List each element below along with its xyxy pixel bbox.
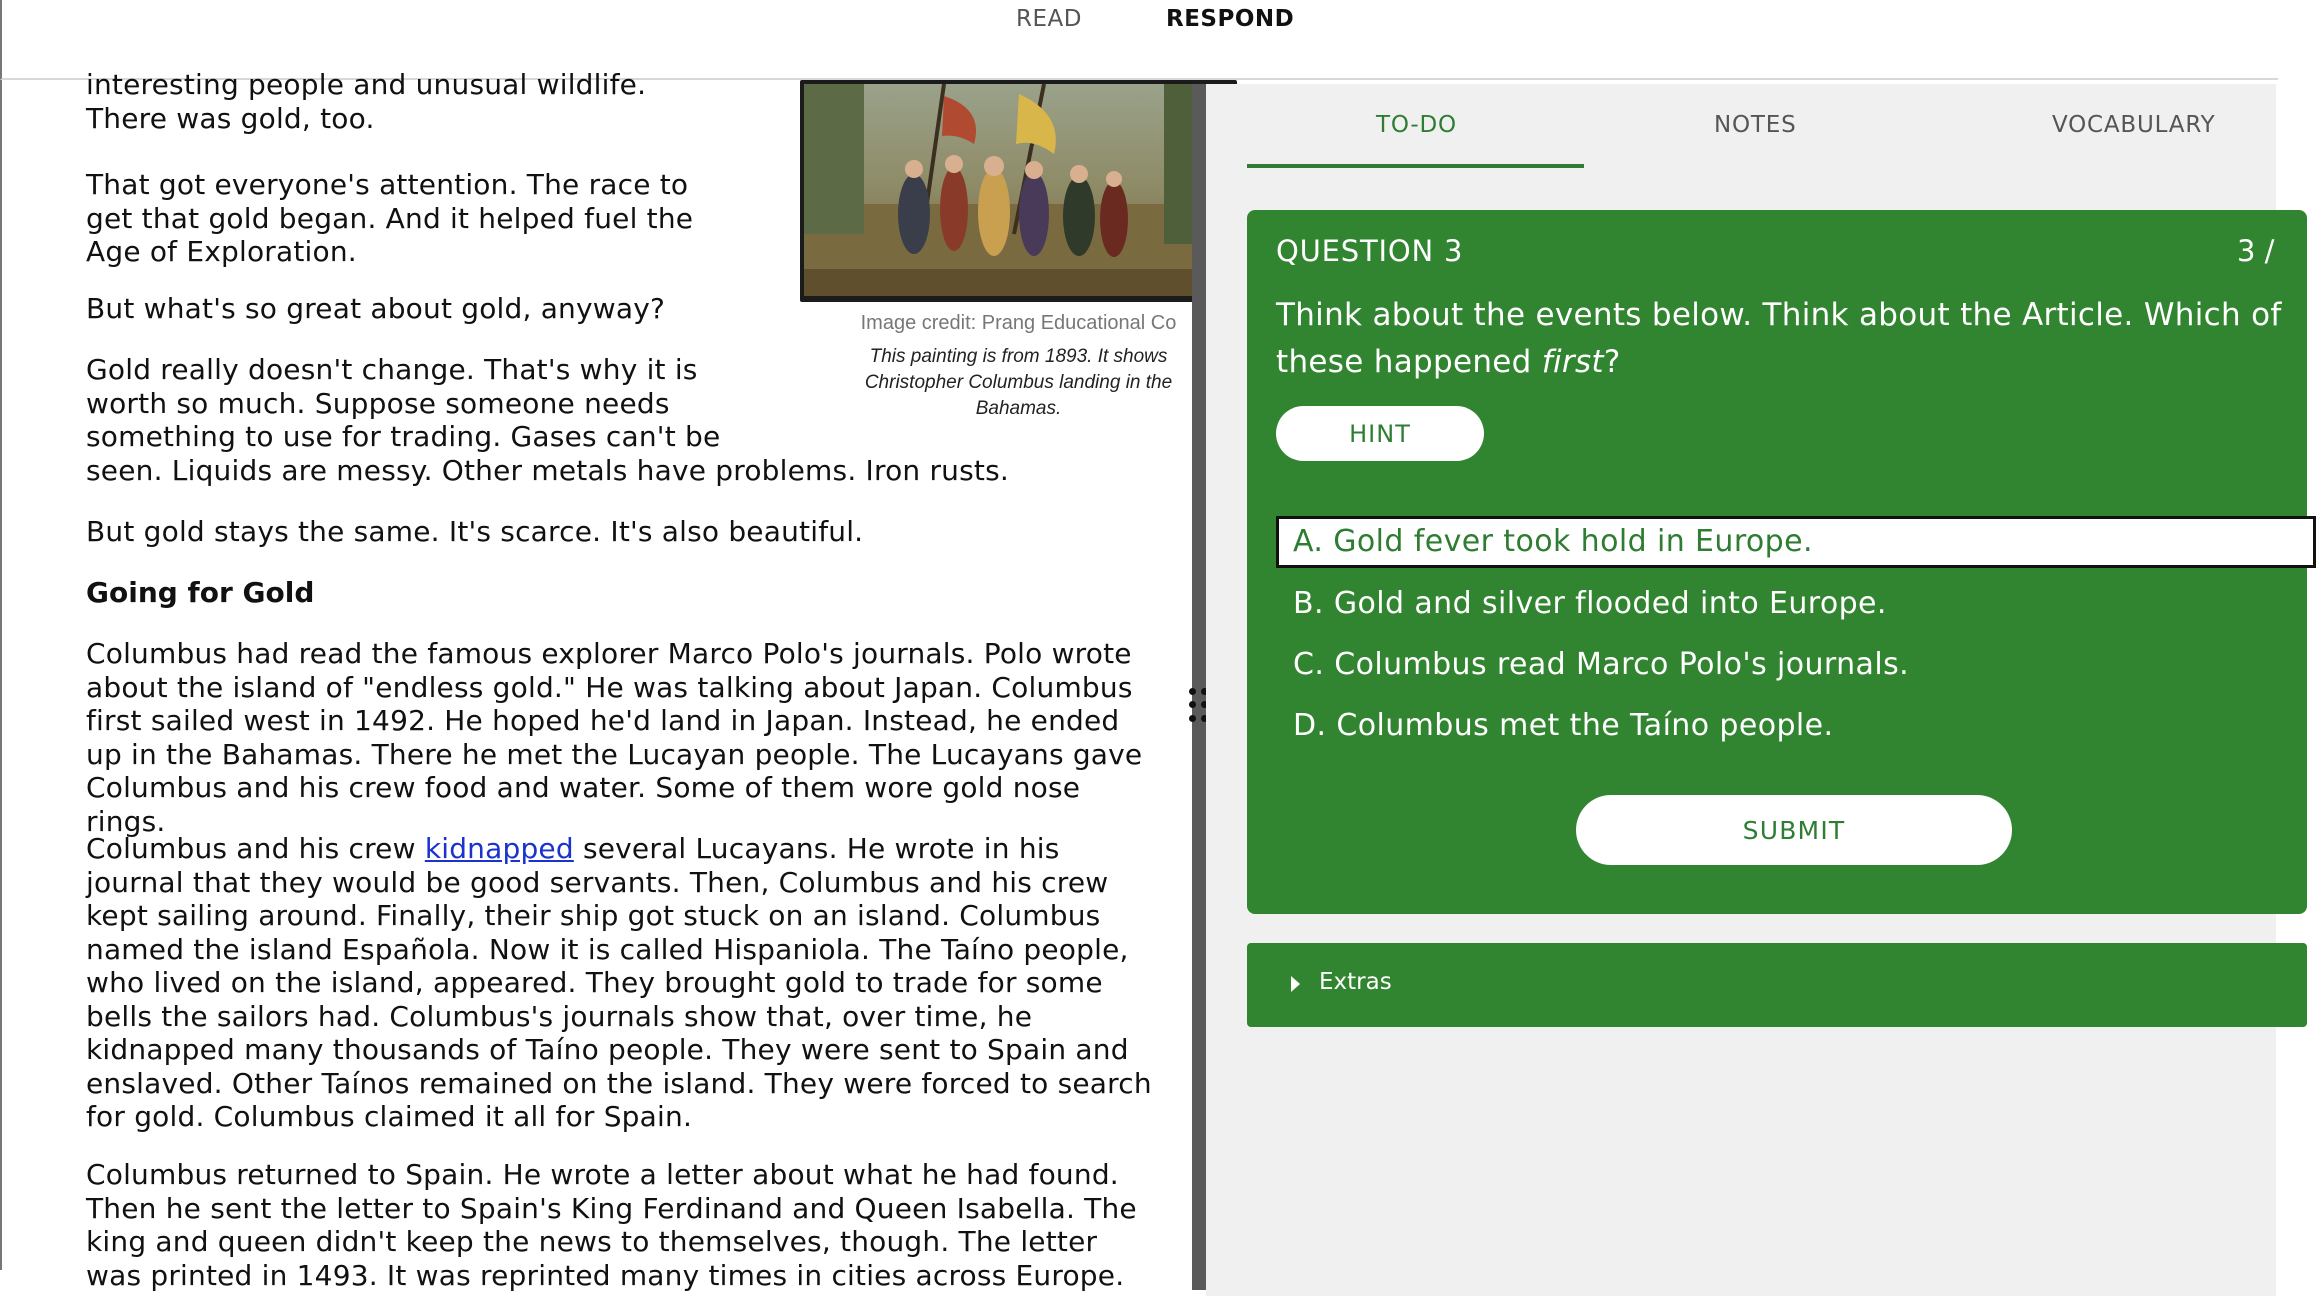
image-credit: Image credit: Prang Educational Co (860, 312, 1177, 334)
article-line: something to use for trading. Gases can't be (86, 420, 721, 453)
image-caption: This painting is from 1893. It shows Christopher Columbus landing in the Bahamas. (864, 346, 1173, 419)
choice-d[interactable] (1276, 700, 2316, 752)
article-line: seen. Liquids are messy. Other metals have problems. Iron rusts. (86, 453, 1009, 487)
prompt-text: Think about the events below. Think about the Article. Which of these happened (1276, 297, 2282, 380)
tab-notes[interactable]: NOTES (1714, 112, 1797, 138)
article-pane[interactable] (0, 68, 1192, 1292)
choice-letter: D. (1293, 708, 1327, 743)
article-paragraph: Columbus had read the famous explorer Marco Polo's journals. Polo wrote about the island of "endless gold." He was talking about Japan. Columbus first sailed west in 1492. He hoped he'd land in Japan. Instead, he ended up in the Bahamas. There he met the Lucayan people. The Lucayans gave Columbus and his crew food and water. Some of them wore gold nose rings. (86, 637, 1143, 838)
choice-text: Columbus read Marco Polo's journals. (1334, 647, 1910, 682)
choice-b[interactable] (1276, 578, 2316, 630)
choice-c[interactable] (1276, 639, 2316, 691)
article-paragraph: Columbus returned to Spain. He wrote a letter about what he had found. Then he sent the letter to Spain's King Ferdinand and Queen Isabella. The king and queen didn't keep the news to themselves, though. The letter was printed in 1493. It was reprinted many times in cities across Europe. (86, 1158, 1137, 1292)
prompt-text: ? (1603, 344, 1621, 380)
tab-respond[interactable]: RESPOND (1166, 6, 1295, 32)
caret-right-icon (1291, 976, 1300, 992)
vocab-link-kidnapped[interactable]: kidnapped (424, 832, 574, 865)
question-prompt (1276, 292, 2286, 386)
choice-letter: C. (1293, 647, 1325, 682)
choice-letter: A. (1293, 524, 1324, 559)
choice-text: Columbus met the Taíno people. (1336, 708, 1834, 743)
article-text: Columbus and his crew (86, 832, 425, 865)
article-line: Gold really doesn't change. That's why it is (86, 353, 698, 386)
article-paragraph: That got everyone's attention. The race to get that gold began. And it helped fuel the Age of Exploration. (86, 168, 694, 268)
tab-vocabulary[interactable]: VOCABULARY (2052, 112, 2216, 138)
active-tab-indicator (1247, 164, 1584, 168)
extras-label: Extras (1319, 969, 1392, 995)
article-text: several Lucayans. He wrote in his journal that they would be good servants. Then, Columbus and his crew kept sailing around. Finally, their ship got stuck on an island. Columbus named the island Española. Now it is called Hispaniola. The Taíno people, who lived on the island, appeared. They brought gold to trade for some bells the sailors had. Columbus's journals show that, over time, he kidnapped many thousands of Taíno people. They were sent to Spain and enslaved. Other Taínos remained on the island. They were forced to search for gold. Columbus claimed it all for Spain. (86, 832, 1152, 1133)
painting-image (804, 84, 1233, 296)
article-line: worth so much. Suppose someone needs (86, 386, 670, 420)
prompt-emphasis: first (1541, 344, 1604, 380)
article-image[interactable] (800, 80, 1237, 302)
question-title: QUESTION 3 (1276, 234, 1464, 268)
submit-button[interactable]: SUBMIT (1576, 795, 2012, 865)
tab-todo[interactable]: TO-DO (1376, 112, 1457, 138)
article-paragraph (86, 832, 1156, 1134)
tab-read[interactable]: READ (1016, 6, 1082, 32)
section-heading: Going for Gold (86, 576, 315, 609)
choice-text: Gold fever took hold in Europe. (1333, 524, 1813, 559)
extras-expander[interactable] (1247, 943, 2307, 1027)
article-paragraph: interesting people and unusual wildlife. There was gold, too. (86, 68, 647, 135)
choice-a[interactable] (1276, 516, 2316, 568)
hint-button[interactable]: HINT (1276, 406, 1484, 461)
article-paragraph: But gold stays the same. It's scarce. It's also beautiful. (86, 515, 864, 548)
respond-pane (1206, 84, 2282, 1296)
choice-text: Gold and silver flooded into Europe. (1333, 586, 1887, 621)
article-paragraph: But what's so great about gold, anyway? (86, 292, 666, 325)
question-counter: 3 / (2237, 234, 2275, 268)
choice-letter: B. (1293, 586, 1324, 621)
pane-divider[interactable] (1192, 84, 1206, 1290)
question-card (1247, 210, 2307, 914)
